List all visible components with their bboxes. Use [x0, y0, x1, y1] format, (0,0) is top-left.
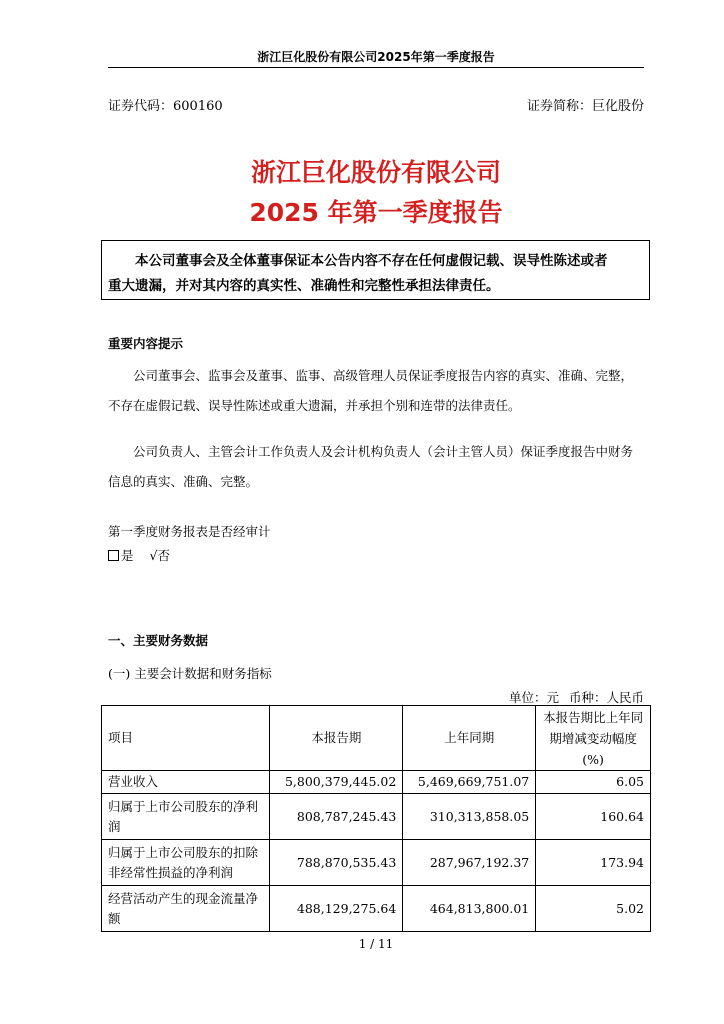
section1-subheading: (一) 主要会计数据和财务指标	[108, 666, 272, 681]
header-rule	[108, 67, 644, 68]
header-current: 本报告期	[270, 706, 403, 771]
report-title: 2025 年第一季度报告	[249, 198, 503, 227]
header-prior: 上年同期	[403, 706, 536, 771]
important-para-2: 公司负责人、主管会计工作负责人及会计机构负责人（会计主管人员）保证季度报告中财务信息的真实、准确、完整。	[108, 444, 634, 489]
financial-data-table	[101, 705, 651, 932]
audit-no-checked: √否	[149, 548, 170, 563]
row-prior: 310,313,858.05	[403, 794, 536, 840]
important-heading: 重要内容提示	[108, 336, 184, 351]
row-prior: 287,967,192.37	[403, 840, 536, 886]
table-row	[102, 840, 651, 886]
header-change-line2: 期增减变动幅度	[549, 730, 637, 746]
section1-heading: 一、主要财务数据	[108, 633, 209, 648]
row-label: 经营活动产生的现金流量净额	[102, 886, 270, 932]
table-row	[102, 794, 651, 840]
audit-yes-label: 是	[121, 548, 134, 563]
header-change	[536, 706, 651, 771]
row-current: 808,787,245.43	[270, 794, 403, 840]
unit-currency-note: 单位：元 币种：人民币	[509, 690, 644, 705]
row-label: 归属于上市公司股东的扣除非经常性损益的净利润	[102, 840, 270, 886]
page-number: 1 / 11	[358, 937, 394, 951]
row-change: 5.02	[536, 886, 651, 932]
row-prior: 5,469,669,751.07	[403, 771, 536, 794]
header-change-line1: 本报告期比上年同	[543, 709, 644, 725]
security-short-name: 证券简称：巨化股份	[526, 99, 644, 114]
row-prior: 464,813,800.01	[403, 886, 536, 932]
important-para-1: 公司董事会、监事会及董事、监事、高级管理人员保证季度报告内容的真实、准确、完整，不存在虚假记载、误导性陈述或重大遗漏，并承担个别和连带的法律责任。	[108, 368, 634, 413]
row-current: 788,870,535.43	[270, 840, 403, 886]
row-change: 160.64	[536, 794, 651, 840]
row-change: 6.05	[536, 771, 651, 794]
row-label: 归属于上市公司股东的净利润	[102, 794, 270, 840]
header-item: 项目	[102, 706, 270, 771]
notice-line-2: 重大遗漏，并对其内容的真实性、准确性和完整性承担法律责任。	[108, 278, 500, 294]
audit-yes-checkbox	[108, 550, 119, 561]
table-header-row	[102, 706, 651, 771]
table-row	[102, 886, 651, 932]
header-change-line3: (%)	[582, 751, 604, 767]
security-code: 证券代码：600160	[108, 99, 223, 114]
row-change: 173.94	[536, 840, 651, 886]
running-header-title: 浙江巨化股份有限公司2025年第一季度报告	[257, 50, 495, 64]
notice-line-1: 本公司董事会及全体董事保证本公告内容不存在任何虚假记载、误导性陈述或者	[135, 253, 608, 269]
company-title: 浙江巨化股份有限公司	[250, 158, 501, 187]
row-current: 488,129,275.64	[270, 886, 403, 932]
legal-notice-box	[101, 240, 650, 300]
row-current: 5,800,379,445.02	[270, 771, 403, 794]
audit-options	[108, 546, 170, 564]
audit-question: 第一季度财务报表是否经审计	[108, 524, 271, 539]
row-label: 营业收入	[102, 771, 270, 794]
table-row	[102, 771, 651, 794]
